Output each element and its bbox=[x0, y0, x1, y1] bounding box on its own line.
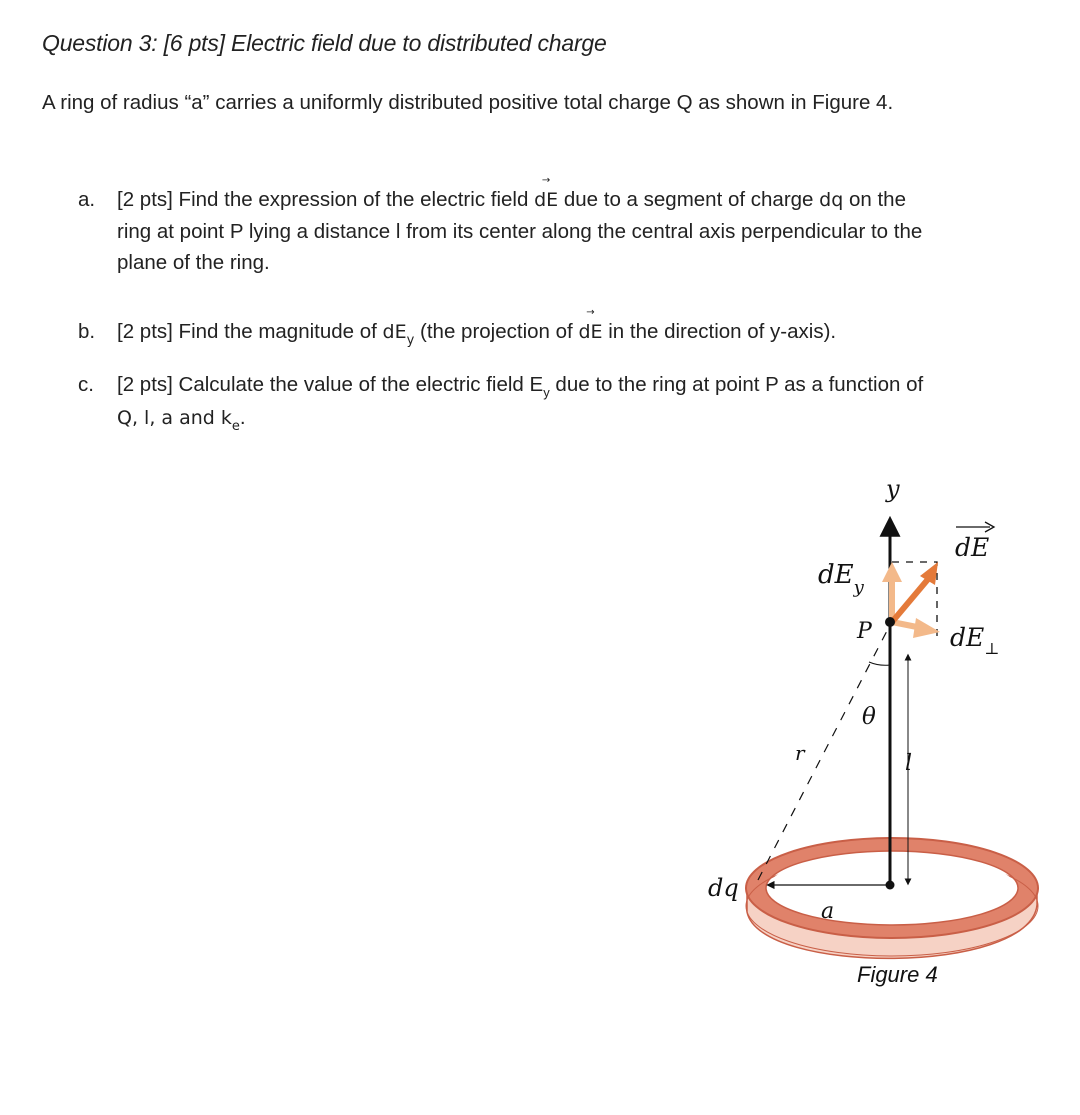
part-a-dq-symbol: dq bbox=[819, 189, 844, 211]
vector-arrow-icon: → bbox=[541, 175, 551, 186]
part-c-vars: Q, l, a and $k_e$ bbox=[117, 407, 240, 434]
part-c: c. [2 pts] Calculate the value of the electric field $E_y$ due to the ring at point P as a function of Q, l, a and $k_e$. bbox=[78, 369, 928, 436]
a-label: a bbox=[821, 899, 835, 924]
part-b-text-2: (the projection of bbox=[420, 320, 573, 343]
part-c-text-1: Calculate the value of the electric field bbox=[178, 373, 524, 396]
dE-vector-label: dE bbox=[955, 533, 990, 562]
part-a-dE-symbol: → dE bbox=[534, 185, 558, 216]
part-c-text-2: due to the ring at point P as a function of bbox=[555, 373, 924, 396]
part-c-marker: c. bbox=[78, 373, 94, 396]
part-c-Ey-symbol: $E_y$ bbox=[529, 373, 550, 400]
r-label: r bbox=[795, 741, 805, 765]
theta-arc bbox=[869, 662, 890, 665]
dq-label: dq bbox=[708, 874, 739, 902]
figure-caption: Figure 4 bbox=[857, 962, 938, 987]
part-c-points: [2 pts] bbox=[117, 373, 173, 396]
part-b-points: [2 pts] bbox=[117, 320, 173, 343]
part-b-text-1: Find the magnitude of bbox=[178, 320, 377, 343]
part-a-text-1: Find the expression of the electric field bbox=[178, 188, 529, 211]
l-label: l bbox=[905, 751, 913, 776]
part-a-text-3: on the ring at point P lying a distance l from its center along the central axis perpendicular to the plane of the ring. bbox=[117, 188, 923, 274]
part-b-dE-symbol: → dE bbox=[578, 317, 602, 348]
dE-arrow bbox=[892, 578, 929, 622]
ring-center-dot bbox=[886, 881, 895, 890]
point-P-dot bbox=[885, 617, 895, 627]
part-b-marker: b. bbox=[78, 320, 96, 343]
part-a-points: [2 pts] bbox=[117, 188, 173, 211]
part-a-marker: a. bbox=[78, 188, 96, 211]
part-a-text-2: due to a segment of charge bbox=[563, 188, 814, 211]
theta-label: θ bbox=[862, 704, 876, 730]
part-b-dEy-symbol: $dE_y$ bbox=[382, 321, 415, 348]
dEy-label: $dE_y$ bbox=[818, 560, 864, 598]
point-P-label: P bbox=[857, 619, 872, 644]
question-intro: A ring of radius “a” carries a uniformly distributed positive total charge Q as shown in Figure 4. bbox=[42, 91, 894, 114]
y-axis-label: y bbox=[886, 475, 900, 503]
dEperp-label: $dE_\perp$ bbox=[950, 623, 1000, 658]
vector-arrow-icon: → bbox=[586, 307, 595, 318]
question-title: Question 3: [6 pts] Electric field due to distributed charge bbox=[42, 30, 607, 56]
part-b-text-3: in the direction of y-axis). bbox=[608, 320, 837, 343]
